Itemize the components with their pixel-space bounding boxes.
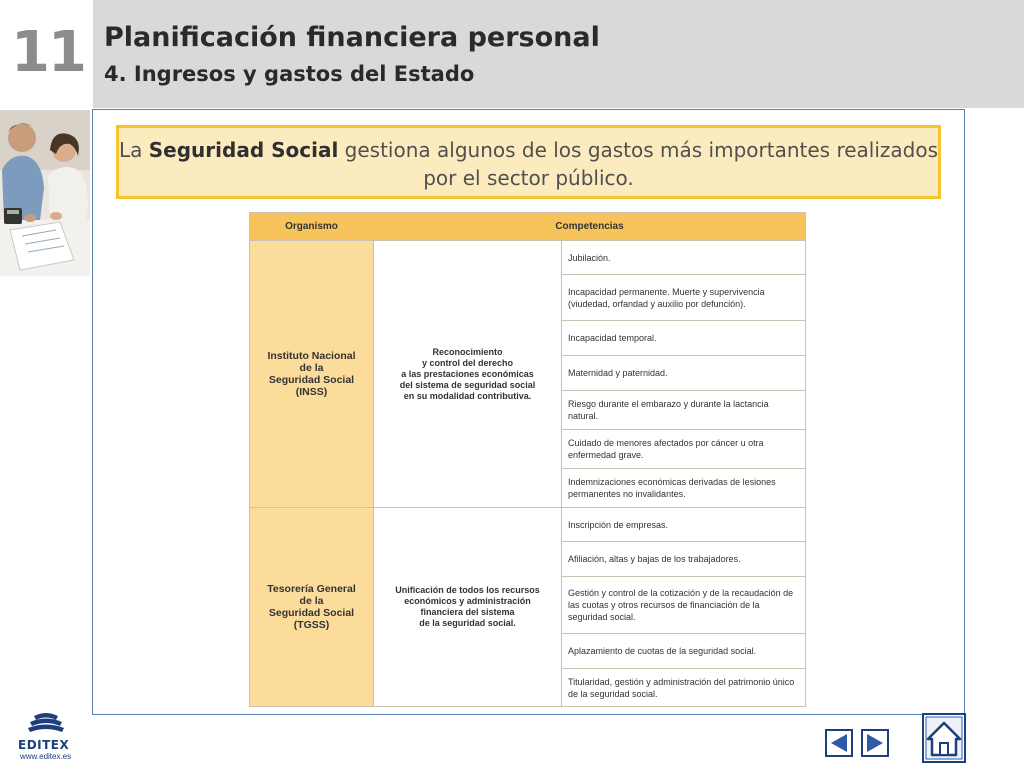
previous-slide-button[interactable] (825, 729, 853, 757)
competencia-item: Inscripción de empresas. (562, 508, 806, 542)
callout-box (116, 125, 941, 199)
slide-header (0, 0, 1024, 108)
competencia-item: Titularidad, gestión y administración del patrimonio único de la seguridad social. (562, 669, 806, 707)
table-row (250, 508, 806, 542)
logo-text: EDITEX (18, 738, 70, 752)
chapter-box (0, 0, 93, 108)
competencia-item: Maternidad y paternidad. (562, 356, 806, 391)
triangle-left-icon (825, 729, 853, 757)
competencia-item: Incapacidad permanente. Muerte y supervivencia (viudedad, orfandad y auxilio por defunción). (562, 275, 806, 321)
competencia-item: Aplazamiento de cuotas de la seguridad social. (562, 634, 806, 669)
triangle-right-icon (861, 729, 889, 757)
competencia-item: Indemnizaciones económicas derivadas de lesiones permanentes no invalidantes. (562, 469, 806, 508)
next-slide-button[interactable] (861, 729, 889, 757)
callout-highlight: Seguridad Social (148, 138, 339, 162)
competencias-table (249, 212, 806, 707)
organismo-cell-tgss: Tesorería General de la Seguridad Social (TGSS) (250, 508, 374, 707)
description-cell-tgss: Unificación de todos los recursos económicos y administración financiera del sistema de la seguridad social. (374, 508, 562, 707)
organismo-cell-inss: Instituto Nacional de la Seguridad Social (INSS) (250, 241, 374, 508)
competencia-item: Gestión y control de la cotización y de la recaudación de las cuotas y otros recursos de financiación de la seguridad social. (562, 577, 806, 634)
chapter-number: 11 (11, 20, 85, 85)
description-cell-inss: Reconocimiento y control del derecho a las prestaciones económicas del sistema de seguridad social en su modalidad contributiva. (374, 241, 562, 508)
slide-subtitle: 4. Ingresos y gastos del Estado (104, 62, 475, 86)
competencia-item: Jubilación. (562, 241, 806, 275)
competencia-item: Riesgo durante el embarazo y durante la lactancia natural. (562, 391, 806, 430)
home-icon (922, 713, 966, 763)
table-header-row (250, 213, 806, 241)
competencia-item: Afiliación, altas y bajas de los trabajadores. (562, 542, 806, 577)
slide-title: Planificación financiera personal (104, 22, 600, 53)
logo-url: www.editex.es (20, 752, 72, 761)
couple-photo (0, 110, 90, 276)
competencia-item: Cuidado de menores afectados por cáncer u otra enfermedad grave. (562, 430, 806, 469)
callout-text-start: La (119, 138, 149, 162)
callout-text-end: gestiona algunos de los gastos más importantes realizados por el sector público. (338, 138, 939, 190)
column-header-organismo: Organismo (250, 213, 374, 241)
table-row (250, 241, 806, 275)
competencia-item: Incapacidad temporal. (562, 321, 806, 356)
column-header-competencias: Competencias (374, 213, 806, 241)
home-button[interactable] (922, 713, 966, 763)
